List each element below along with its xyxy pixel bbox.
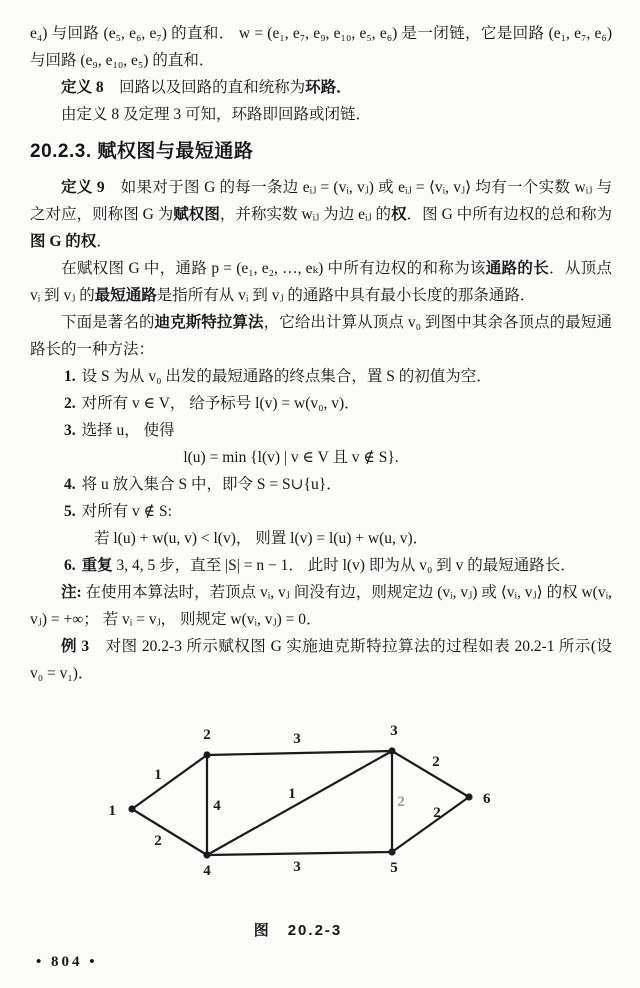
step-4 [30, 471, 612, 498]
definition-8-term: 环路． [305, 79, 352, 96]
note-label: 注: [61, 584, 82, 601]
step-2 [30, 390, 612, 417]
edge-weight-2-4: 4 [213, 798, 221, 814]
definition-8-label: 定义 8 [61, 79, 104, 96]
vertex-label-5: 5 [390, 860, 398, 876]
step-1-number: 1. [64, 368, 76, 385]
page-number: • 804 • [36, 954, 98, 970]
step-2-text: 对所有 v ∈ V， 给予标号 l(v) = w(v₀, v)． [81, 395, 360, 412]
edge-4-3 [207, 751, 392, 855]
edge-weight-4-3: 1 [288, 786, 296, 802]
vertex-label-2: 2 [203, 727, 211, 743]
definition-9-pre: 如果对于图 G 的每一条边 eᵢⱼ = (vᵢ, vⱼ) 或 eᵢⱼ = ⟨vᵢ, vⱼ⟩ 均有一个实数 wᵢⱼ 与之对应，则称图 G 为 [30, 179, 612, 223]
edge-4-5 [207, 852, 392, 855]
edge-3-6 [392, 751, 469, 797]
step-6-text: 3, 4, 5 步，直至 |S| = n − 1． 此时 l(v) 即为从 v₀ 到 v 的最短通路长． [112, 557, 576, 574]
carryover-text: e₄) 与回路 (e₅, e₆, e₇) 的直和． w = (e₁, e₇, e₉, e₁₀, e₅, e₆) 是一闭链，它是回路 (e₁, e₇, e₆) 与回路 (e₉, e₁₀, e₅) 的直和． [30, 25, 612, 69]
edge-weight-5-6: 2 [433, 805, 441, 821]
paragraph-dijkstra-intro [30, 309, 612, 363]
definition-9-post: ．图 G 中所有边权的总和称为 [406, 206, 612, 223]
path-length-pre: 在赋权图 G 中，通路 p = (e₁, e₂, …, eₖ) 中所有边权的和称为该 [61, 260, 486, 277]
step-1 [30, 363, 612, 390]
vertex-label-3: 3 [390, 723, 398, 739]
definition-9-term-graph-weight: 图 G 的权 [30, 233, 97, 250]
shortest-path-term: 最短通路 [94, 287, 157, 304]
step-5-number: 5. [64, 503, 76, 520]
carryover-paragraph [30, 20, 612, 74]
vertex-dot-3 [388, 747, 395, 754]
weighted-graph-svg [94, 721, 502, 891]
dijkstra-algorithm-term: 迪克斯特拉算法 [154, 314, 264, 331]
path-length-term: 通路的长 [485, 260, 550, 277]
note-text: 在使用本算法时，若顶点 vᵢ, vⱼ 间没有边，则规定边 (vᵢ, vⱼ) 或 ⟨vᵢ, vⱼ⟩ 的权 w(vᵢ, vⱼ) = +∞； 若 vᵢ = vⱼ， 则规定 w(vᵢ, vⱼ) = 0． [30, 584, 612, 628]
edge-weight-4-5: 3 [293, 859, 301, 875]
vertex-dot-5 [388, 848, 395, 855]
vertex-dot-2 [203, 751, 210, 758]
example-3-text: 对图 20.2-3 所示赋权图 G 实施迪克斯特拉算法的过程如表 20.2-1 所示(设 v₀ = v₁)． [30, 638, 612, 682]
step-3-formula: l(u) = min {l(v) | v ∈ V 且 v ∉ S}. [183, 449, 399, 466]
edge-weight-2-3: 3 [293, 731, 301, 747]
algorithm-steps [30, 363, 612, 579]
definition-9 [30, 174, 612, 255]
step-3 [30, 417, 612, 444]
example-3-paragraph [30, 633, 612, 687]
edge-weight-3-5: 2 [397, 794, 405, 810]
step-4-number: 4. [64, 476, 76, 493]
edge-weight-1-2: 1 [154, 767, 162, 783]
step-6-number: 6. [64, 557, 76, 574]
step-1-text: 设 S 为从 v₀ 出发的最短通路的终点集合，置 S 的初值为空． [81, 368, 492, 385]
vertex-label-1: 1 [108, 803, 116, 819]
definition-9-term-weighted-graph: 赋权图 [173, 206, 220, 223]
step-5 [30, 498, 612, 525]
weighted-graph-figure [94, 721, 502, 944]
definition-8 [30, 74, 612, 101]
step-5-condition: 若 l(u) + w(u, v) < l(v)， 则置 l(v) = l(u) + w(u, v)． [94, 530, 429, 547]
step-6-lead: 重复 [81, 557, 113, 574]
step-3-number: 3. [64, 422, 76, 439]
definition-8-body: 回路以及回路的直和统称为 [103, 79, 306, 96]
definition-9-end: ． [96, 233, 112, 250]
definition-8-followup [30, 101, 612, 128]
dijkstra-intro-post: ，它给出计算从顶点 v₀ 到图中其余各顶点的最短通路长的一种方法： [30, 314, 612, 358]
paragraph-path-length [30, 255, 612, 309]
edge-1-2 [132, 755, 207, 809]
dijkstra-intro-pre: 下面是著名的 [61, 314, 155, 331]
path-length-mid: ．从顶点 vᵢ 到 vⱼ 的 [30, 260, 612, 304]
step-6 [30, 552, 612, 579]
edge-1-4 [132, 809, 207, 855]
vertex-dot-6 [465, 793, 472, 800]
vertex-dot-1 [128, 805, 135, 812]
edge-weight-1-4: 2 [154, 833, 162, 849]
definition-9-label: 定义 9 [61, 179, 105, 196]
note-paragraph [30, 579, 612, 633]
step-2-number: 2. [64, 395, 76, 412]
definition-8-followup-text: 由定义 8 及定理 3 可知，环路即回路或闭链． [61, 106, 372, 123]
example-3-label: 例 3 [61, 638, 90, 655]
vertex-label-4: 4 [203, 863, 211, 879]
step-5-text: 对所有 v ∉ S: [81, 503, 172, 520]
definition-9-term-weight: 权 [391, 206, 407, 223]
figure-caption: 图 20.2-3 [253, 922, 343, 939]
step-4-text: 将 u 放入集合 S 中，即令 S = S∪{u}． [81, 476, 342, 493]
path-length-post: 是指所有从 vᵢ 到 vⱼ 的通路中具有最小长度的那条通路． [156, 287, 536, 304]
vertex-label-6: 6 [483, 791, 491, 807]
section-heading: 20.2.3. 赋权图与最短通路 [30, 141, 254, 162]
definition-9-mid: ，并称实数 wᵢⱼ 为边 eᵢⱼ 的 [219, 206, 392, 223]
step-3-text: 选择 u， 使得 [81, 422, 175, 439]
edge-weight-3-6: 2 [432, 754, 440, 770]
vertex-dot-4 [203, 851, 210, 858]
edge-2-3 [207, 751, 392, 755]
